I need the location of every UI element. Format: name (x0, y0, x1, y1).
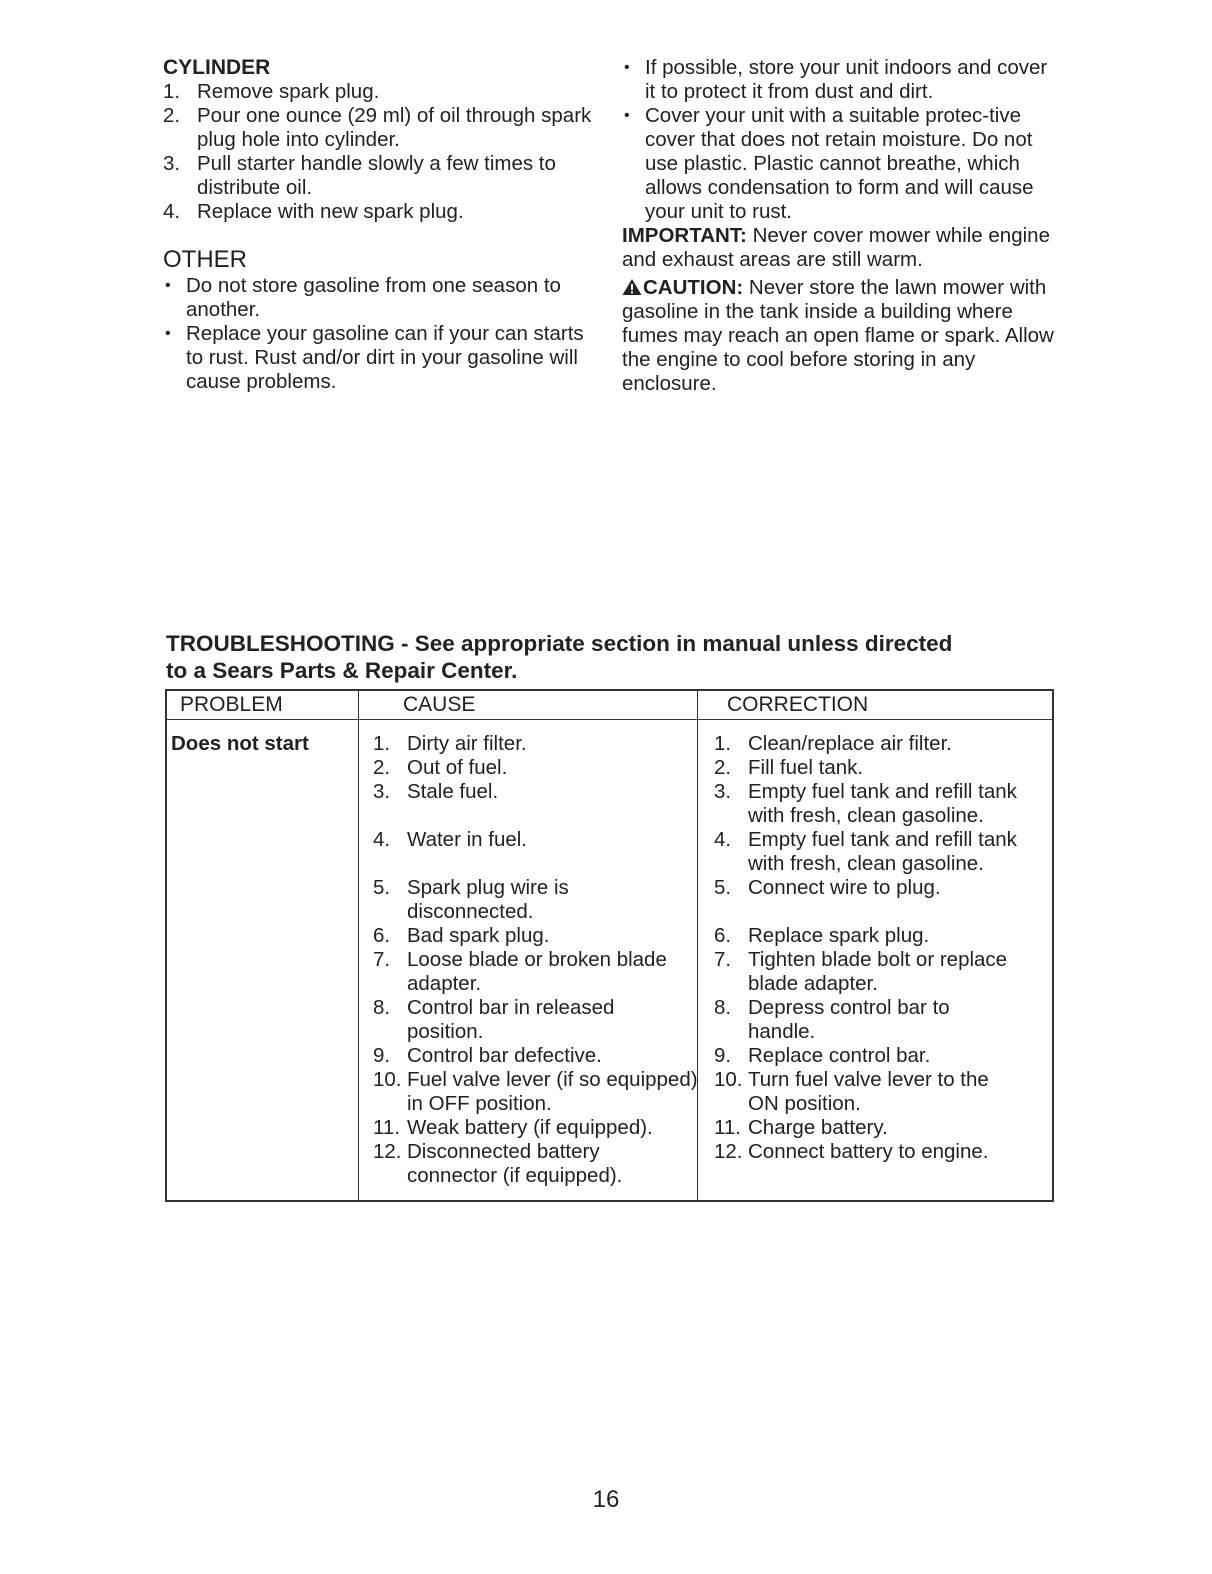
cause-list (373, 732, 698, 1188)
list-item: • If possible, store your unit indoors and cover it to protect it from dust and dirt. (624, 56, 1048, 103)
warning-triangle-icon (622, 278, 642, 296)
bullet-icon: • (624, 59, 630, 76)
header-problem: PROBLEM (180, 693, 283, 716)
table-row: 4. Empty fuel tank and refill tank with fresh, clean gasoline. (714, 828, 1017, 875)
troubleshooting-table (165, 689, 1054, 1202)
table-row: 4. Water in fuel. (373, 828, 528, 851)
bullet-icon: • (165, 325, 171, 342)
table-row: 11. Charge battery. (714, 1116, 888, 1139)
table-row: 8. Control bar in released position. (373, 996, 615, 1043)
header-cause: CAUSE (403, 693, 476, 716)
caution-note: CAUTION: Never store the lawn mower with gasoline in the tank inside a building where fumes may reach an open flame or spark. Allow the engine to cool before storing in any enclosure. (622, 276, 1054, 395)
table-row: 8. Depress control bar to handle. (714, 996, 950, 1043)
table-row: 12. Connect battery to engine. (714, 1140, 989, 1163)
table-row: 10. Fuel valve lever (if so equipped) in OFF position. (373, 1068, 698, 1115)
table-row: 7. Tighten blade bolt or replace blade adapter. (714, 948, 1008, 995)
table-row: 9. Replace control bar. (714, 1044, 931, 1067)
list-item: • Replace your gasoline can if your can starts to rust. Rust and/or dirt in your gasoline will cause problems. (165, 322, 584, 393)
table-row: 1. Clean/replace air filter. (714, 732, 952, 755)
table-row: 10. Turn fuel valve lever to the ON position. (714, 1068, 989, 1115)
table-row: 3. Empty fuel tank and refill tank with fresh, clean gasoline. (714, 780, 1017, 827)
list-item: 3. Pull starter handle slowly a few times to distribute oil. (163, 152, 556, 199)
important-note: IMPORTANT: Never cover mower while engine and exhaust areas are still warm. (622, 224, 1050, 271)
table-row: 12. Disconnected battery connector (if equipped). (373, 1140, 623, 1187)
table-row: 11. Weak battery (if equipped). (373, 1116, 653, 1139)
correction-list (714, 732, 1050, 1164)
storage-bullets (622, 56, 1062, 224)
table-row: 6. Bad spark plug. (373, 924, 550, 947)
table-row: 3. Stale fuel. (373, 780, 499, 803)
header-correction: CORRECTION (727, 693, 869, 716)
table-row: 7. Loose blade or broken blade adapter. (373, 948, 667, 995)
page-number: 16 (592, 1486, 620, 1513)
list-item: 4. Replace with new spark plug. (163, 200, 464, 223)
table-row: 6. Replace spark plug. (714, 924, 930, 947)
column-divider (697, 691, 698, 1200)
list-item: 2. Pour one ounce (29 ml) of oil through spark plug hole into cylinder. (163, 104, 592, 151)
problem-cell: Does not start (171, 732, 309, 755)
header-divider (167, 719, 1052, 720)
other-title: OTHER (163, 246, 247, 273)
table-row: 5. Spark plug wire is disconnected. (373, 876, 569, 923)
table-row: 2. Fill fuel tank. (714, 756, 864, 779)
table-row: 1. Dirty air filter. (373, 732, 527, 755)
bullet-icon: • (624, 107, 630, 124)
cylinder-steps (163, 80, 603, 224)
other-bullets (163, 274, 603, 394)
left-column (163, 56, 603, 394)
troubleshooting-heading: TROUBLESHOOTING - See appropriate section in manual unless directed to a Sears Parts & Repair Center. (166, 631, 953, 683)
table-row: 5. Connect wire to plug. (714, 876, 941, 899)
bullet-icon: • (165, 277, 171, 294)
right-column (622, 56, 1062, 396)
table-row: 9. Control bar defective. (373, 1044, 602, 1067)
list-item: 1. Remove spark plug. (163, 80, 380, 103)
column-divider (358, 691, 359, 1200)
table-row: 2. Out of fuel. (373, 756, 508, 779)
cylinder-title: CYLINDER (163, 56, 271, 79)
list-item: • Do not store gasoline from one season to another. (165, 274, 561, 321)
list-item: • Cover your unit with a suitable protec-tive cover that does not retain moisture. Do not use plastic. Plastic cannot breathe, which allows condensation to form and will cause your unit to rust. (624, 104, 1034, 223)
